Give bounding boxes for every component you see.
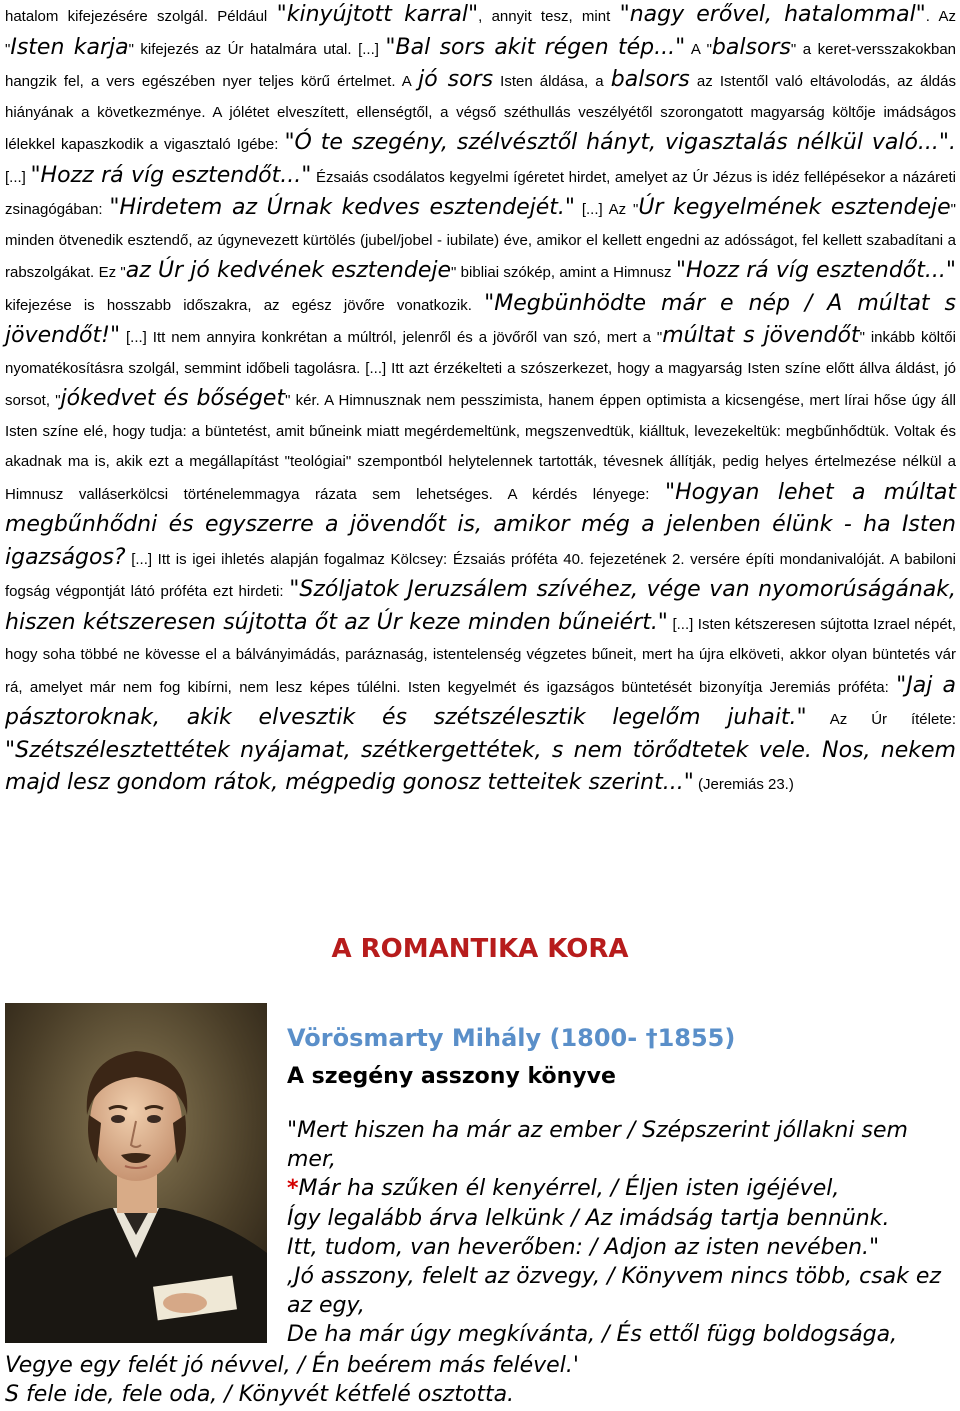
quote: "Bal sors akit régen tép..." [385, 34, 686, 60]
quote: "Szóljatok Jeruzsálem szívéhez, vége van nyomorúságának, hiszen kétszeresen sújtotta őt az Úr keze minden bűneiért." [5, 577, 956, 635]
poem-line: ‚Jó asszony, felelt az özvegy, / Könyvem nincs több, csak ez az egy, [287, 1264, 941, 1319]
text-run: kifejezése is hosszabb időszakra, az egész jövőre vonatkozik. [5, 296, 485, 314]
poem-line: Így legalább árva lelkünk / Az imádság tartja bennünk. [287, 1205, 890, 1231]
quote: "kinyújtott karral" [276, 2, 479, 27]
quote: "Jaj a pásztoroknak, akik elvesztik és szétszélesztik legelőm juhait." [5, 672, 956, 730]
text-run: " a keret-versszakokban hangzik fel, a vers egészében nyer teljes körű értelmet. A [5, 40, 957, 90]
text-run: az Istentől való eltávolodás, az áldás hiányának a következménye. A jólétet elveszített, ellenségtől, a végső széthullás veszélyétől szorongatott magyarság költője imádságos lélekkel kapaszkodik a vigasztaló Igébe: [5, 73, 956, 153]
poem-line [287, 1174, 957, 1203]
poem-line: Itt, tudom, van heverőben: / Adjon az isten nevében." [287, 1234, 880, 1260]
quote: "nagy erővel, hatalommal" [619, 2, 926, 27]
quote: jó sors [418, 67, 494, 92]
quote: "Hirdetem az Úrnak kedves esztendejét." [109, 195, 576, 220]
section-heading: A ROMANTIKA KORA [331, 934, 629, 964]
quote: "Szétszélesztettétek nyájamat, szétkergettétek, s nem törődtetek vele. Nos, nekem majd lesz gondom rátok, mégpedig gonosz tetteitek szerint..." [5, 737, 956, 795]
poem-line: Vegye egy felét jó névvel, / Én beérem más felével.' [5, 1353, 579, 1378]
quote: "Hozz rá víg esztendőt..." [675, 258, 956, 283]
quote: "Hogyan lehet a múltat megbűnhődni és egyszerre a jövendőt is, amikor még a jelenben élünk - ha Isten igazságos? [5, 479, 956, 570]
text-run: Isten áldása, a [493, 73, 611, 90]
poem-line-text: Már ha szűken él kenyérrel, / Éljen isten igéjével, [298, 1176, 840, 1202]
text-run: [...] Itt nem annyira konkrétan a múltról, jelenről és a jövőről van szó, mert a " [120, 329, 663, 346]
text-run: A " [685, 40, 712, 58]
text-run: . Az " [5, 8, 956, 58]
text-run: [...] Itt is igei ihletés alapján fogalmaz Kölcsey: Ézsaiás próféta 40. fejezetének 2. versére építi mondanivalóját. A babiloni fogság végpontját látó próféta ezt hirdeti: [5, 550, 956, 600]
text-run: [...] [5, 168, 31, 186]
text-run: , annyit tesz, mint [478, 8, 620, 25]
quote: "Megbünhödte már e nép / A múltat s jövendőt!" [5, 290, 956, 348]
text-run: hatalom kifejezésére szolgál. Például [5, 8, 277, 25]
quote: "Ó te szegény, szélvésztől hányt, vigasztalás nélkül való...". [284, 130, 956, 155]
asterisk-mark: * [287, 1176, 299, 1202]
text-run: " inkább költői nyomatékosításra szolgál, semmint időbeli tagolásra. [...] Itt azt érzékelteti a szószerkezet, hogy a magyarság Isten színe előtt állva áldást, jó sorsot, " [5, 329, 956, 409]
text-run: " kifejezés az Úr hatalmára utal. [...] [128, 40, 386, 58]
text-run: [...] Isten kétszeresen sújtotta Izrael népét, hogy soha többé ne kövesse el a bálványimádás, paráznaság, istentelenség végzetes bűneit, mert ha újra elköveti, akkor olyan büntetés vár rá, amelyet már nem fog kibírni, nem lesz képes túlélni. Isten kegyelmét és igazságos büntetését bizonyítja Jeremiás próféta: [5, 615, 956, 696]
poem-line: De ha már úgy megkívánta, / És ettől függ boldogsága, [287, 1322, 898, 1348]
quote: jókedvet és bőséget [60, 386, 286, 411]
quote: múltat s jövendőt [662, 323, 860, 348]
text-run: [...] Az " [575, 201, 639, 218]
quote: Isten karja [10, 34, 129, 60]
poem-block-continued [5, 1351, 955, 1409]
quote: "Hozz rá víg esztendőt..." [30, 162, 312, 188]
text-run: " minden ötvenedik esztendő, az úgynevezett kürtölés (jubel/jobel - iubilate) éve, amikor el kellett engedni az adósságot, fel kellett szabadítani a rabszolgákat. Ez " [5, 201, 956, 281]
portrait-image [5, 1003, 267, 1343]
poem-line: S fele ide, fele oda, / Könyvét kétfelé osztotta. [5, 1382, 515, 1408]
text-run: Az Úr ítélete: [806, 711, 956, 728]
quote: Úr kegyelmének esztendeje [638, 195, 951, 220]
poem-line: "Mert hiszen ha már az ember / Szépszerint jóllakni sem mer, [287, 1118, 908, 1173]
work-title: A szegény asszony könyve [287, 1064, 616, 1089]
body-text [5, 0, 956, 801]
quote: balsors [711, 34, 791, 60]
text-run: " bibliai szókép, amint a Himnusz [451, 264, 676, 281]
text-run: " kér. A Himnusznak nem pesszimista, hanem éppen optimista a kicsengése, mert lírai hőse úgy áll Isten színe elé, hogy tudja: a büntetést, amit bűneink miatt megérdemeltünk, megszenvedtük, kiálltuk, levezekeltük: megbűnhődtük. Voltak és akadnak ma is, akik ezt a megállapítást "teológiai" szempontból helytelennek tartották, tévesnek állítják, pedig helyes értelmezése nélkül a Himnusz valláserkölcsi történelemmagya rázata sem lehetséges. A kérdés lényege: [5, 392, 956, 503]
text-run: (Jeremiás 23.) [693, 776, 794, 793]
quote: balsors [610, 67, 690, 92]
poem-block [287, 1116, 957, 1350]
quote: az Úr jó kedvének esztendeje [125, 258, 451, 283]
text-run: Ézsaiás csodálatos kegyelmi ígéretet hirdet, amelyet az Úr Jézus is idéz fellépésekor a názáreti zsinagógában: [5, 168, 956, 218]
author-heading: Vörösmarty Mihály (1800- †1855) [287, 1024, 736, 1052]
